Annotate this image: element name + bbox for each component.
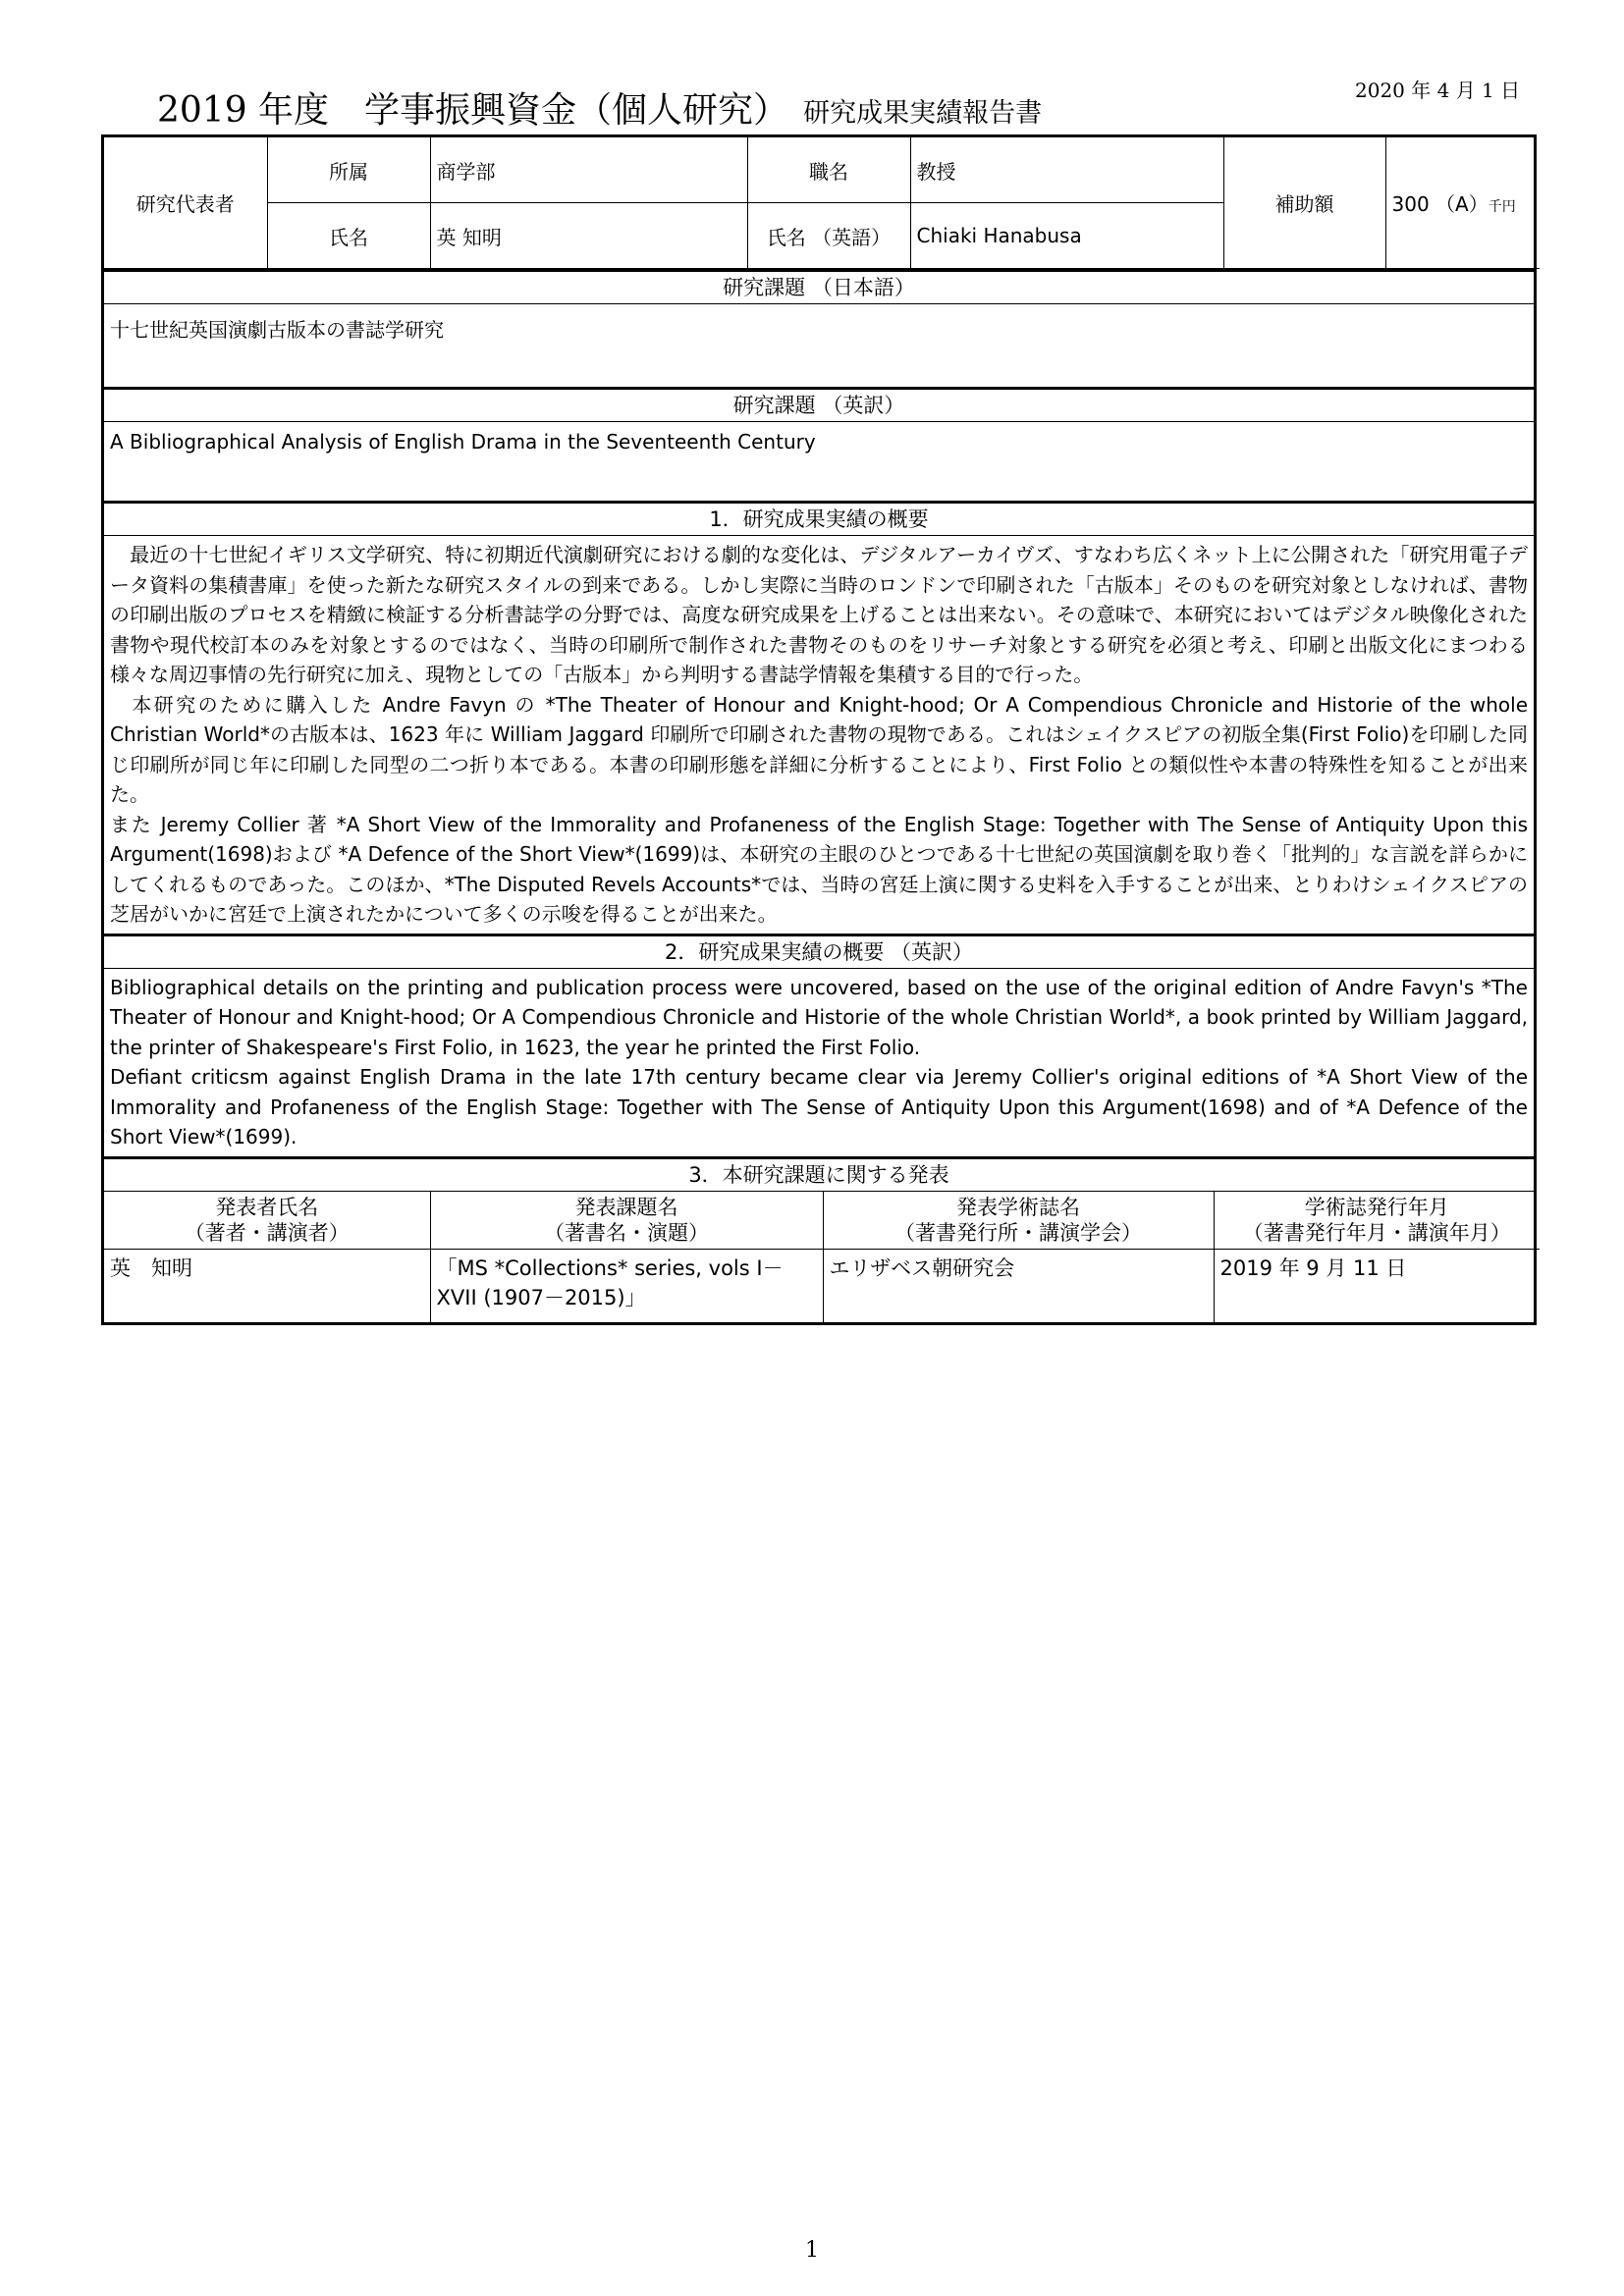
publications-heading: 3．本研究課題に関する発表 [104,1156,1534,1192]
rep-label: 研究代表者 [104,137,267,269]
column-header-presenter: 発表者氏名 （著者・講演者） [104,1192,430,1250]
pub-date: 2019 年 9 月 11 日 [1214,1249,1540,1322]
topic-en-heading: 研究課題 （英訳） [104,387,1534,422]
table-row [104,1249,1540,1322]
column-header-date: 学術誌発行年月 （著書発行年月・講演年月） [1214,1192,1540,1250]
position-label: 職名 [747,137,910,203]
name-en-label: 氏名 （英語） [747,203,910,269]
topic-ja-heading: 研究課題 （日本語） [104,269,1534,304]
grant-amount: 300 （A） [1391,192,1489,216]
summary-en-heading: 2．研究成果実績の概要 （英訳） [104,934,1534,969]
grant-cell [1385,137,1540,269]
summary-en-paragraph: Defiant criticsm against English Drama in the late 17th century became clear via Jeremy Collier's original editions of *A Short View of the Immorality and Profaneness of the English Stage: Together with The Sense of Antiquity Upon this Argument(1698) and of *A Defence of the Short View*(1699). [110,1065,1528,1148]
name-en-value: Chiaki Hanabusa [910,203,1223,269]
summary-en-paragraph: Bibliographical details on the printing and publication process were uncovered, based on the use of the original edition of Andre Favyn's *The Theater of Honour and Knight-hood; Or A Compendious Chronicle and Historie of the whole Christian World*, a book printed by William Jaggard, the printer of Shakespeare's First Folio, in 1623, the year he printed the First Folio. [110,975,1528,1059]
report-form [101,134,1537,1325]
grant-label: 補助額 [1223,137,1385,269]
report-date: 2020 年 4 月 1 日 [1355,79,1521,102]
summary-ja-body [104,536,1534,934]
page-title [157,82,1042,133]
title-sub: 研究成果実績報告書 [803,98,1043,129]
summary-ja-paragraph: 最近の十七世紀イギリス文学研究、特に初期近代演劇研究における劇的な変化は、デジタルアーカイヴズ、すなわち広くネット上に公開された「研究用電子データ資料の集積書庫」を使った新たな研究スタイルの到来である。しかし実際に当時のロンドンで印刷された「古版本」そのものを研究対象としなければ、書物の印刷出版のプロセスを精緻に検証する分析書誌学の分野では、高度な研究成果を上げることは出来ない。その意味で、本研究においてはデジタル映像化された書物や現代校訂本のみを対象とするのではなく、当時の印刷所で制作された書物そのものをリサーチ対象とする研究を必須と考え、印刷と出版文化にまつわる様々な周辺事情の先行研究に加え、現物としての「古版本」から判明する書誌学情報を集積する目的で行った。 [110,543,1528,686]
name-label: 氏名 [267,203,430,269]
column-header-venue: 発表学術誌名 （著書発行所・講演学会） [823,1192,1214,1250]
researcher-table [104,137,1540,269]
position-value: 教授 [910,137,1223,203]
summary-en-body [104,969,1534,1156]
summary-ja-heading: 1．研究成果実績の概要 [104,501,1534,536]
grant-unit: 千円 [1488,199,1516,215]
summary-ja-paragraph: また Jeremy Collier 著 *A Short View of the Immorality and Profaneness of the English Stage: Together with The Sense of Antiquity Upon this Argument(1698)および *A Defence of the Short View*(1699)は、本研究の主眼のひとつである十七世紀の英国演劇を取り巻く「批判的」な言説を詳らかにしてくれるものであった。このほか、*The Disputed Revels Accounts*では、当時の宮廷上演に関する史料を入手することが出来、とりわけシェイクスピアの芝居がいかに宮廷で上演されたかについて多くの示唆を得ることが出来た。 [110,812,1528,926]
affiliation-label: 所属 [267,137,430,203]
pub-title: 「MS *Collections* series, vols I－XVII (1907－2015)」 [430,1249,823,1322]
topic-ja-text: 十七世紀英国演劇古版本の書誌学研究 [110,318,444,342]
page-number: 1 [805,2238,819,2263]
affiliation-value: 商学部 [430,137,747,203]
name-value: 英 知明 [430,203,747,269]
publications-table [104,1192,1540,1322]
topic-en-text: A Bibliographical Analysis of English Drama in the Seventeenth Century [110,430,816,454]
pub-venue: エリザベス朝研究会 [823,1249,1214,1322]
column-header-title: 発表課題名 （著書名・演題） [430,1192,823,1250]
pub-presenter: 英 知明 [104,1249,430,1322]
title-main: 2019 年度 学事振興資金（個人研究） [157,90,789,131]
summary-ja-paragraph: 本研究のために購入した Andre Favyn の *The Theater of Honour and Knight-hood; Or A Compendious Chronicle and Historie of the whole Christian World*の古版本は、1623 年に William Jaggard 印刷所で印刷された書物の現物である。これはシェイクスピアの初版全集(First Folio)を印刷した同じ印刷所が同じ年に印刷した同型の二つ折り本である。本書の印刷形態を詳細に分析することにより、First Folio との類似性や本書の特殊性を知ることが出来た。 [110,692,1528,806]
